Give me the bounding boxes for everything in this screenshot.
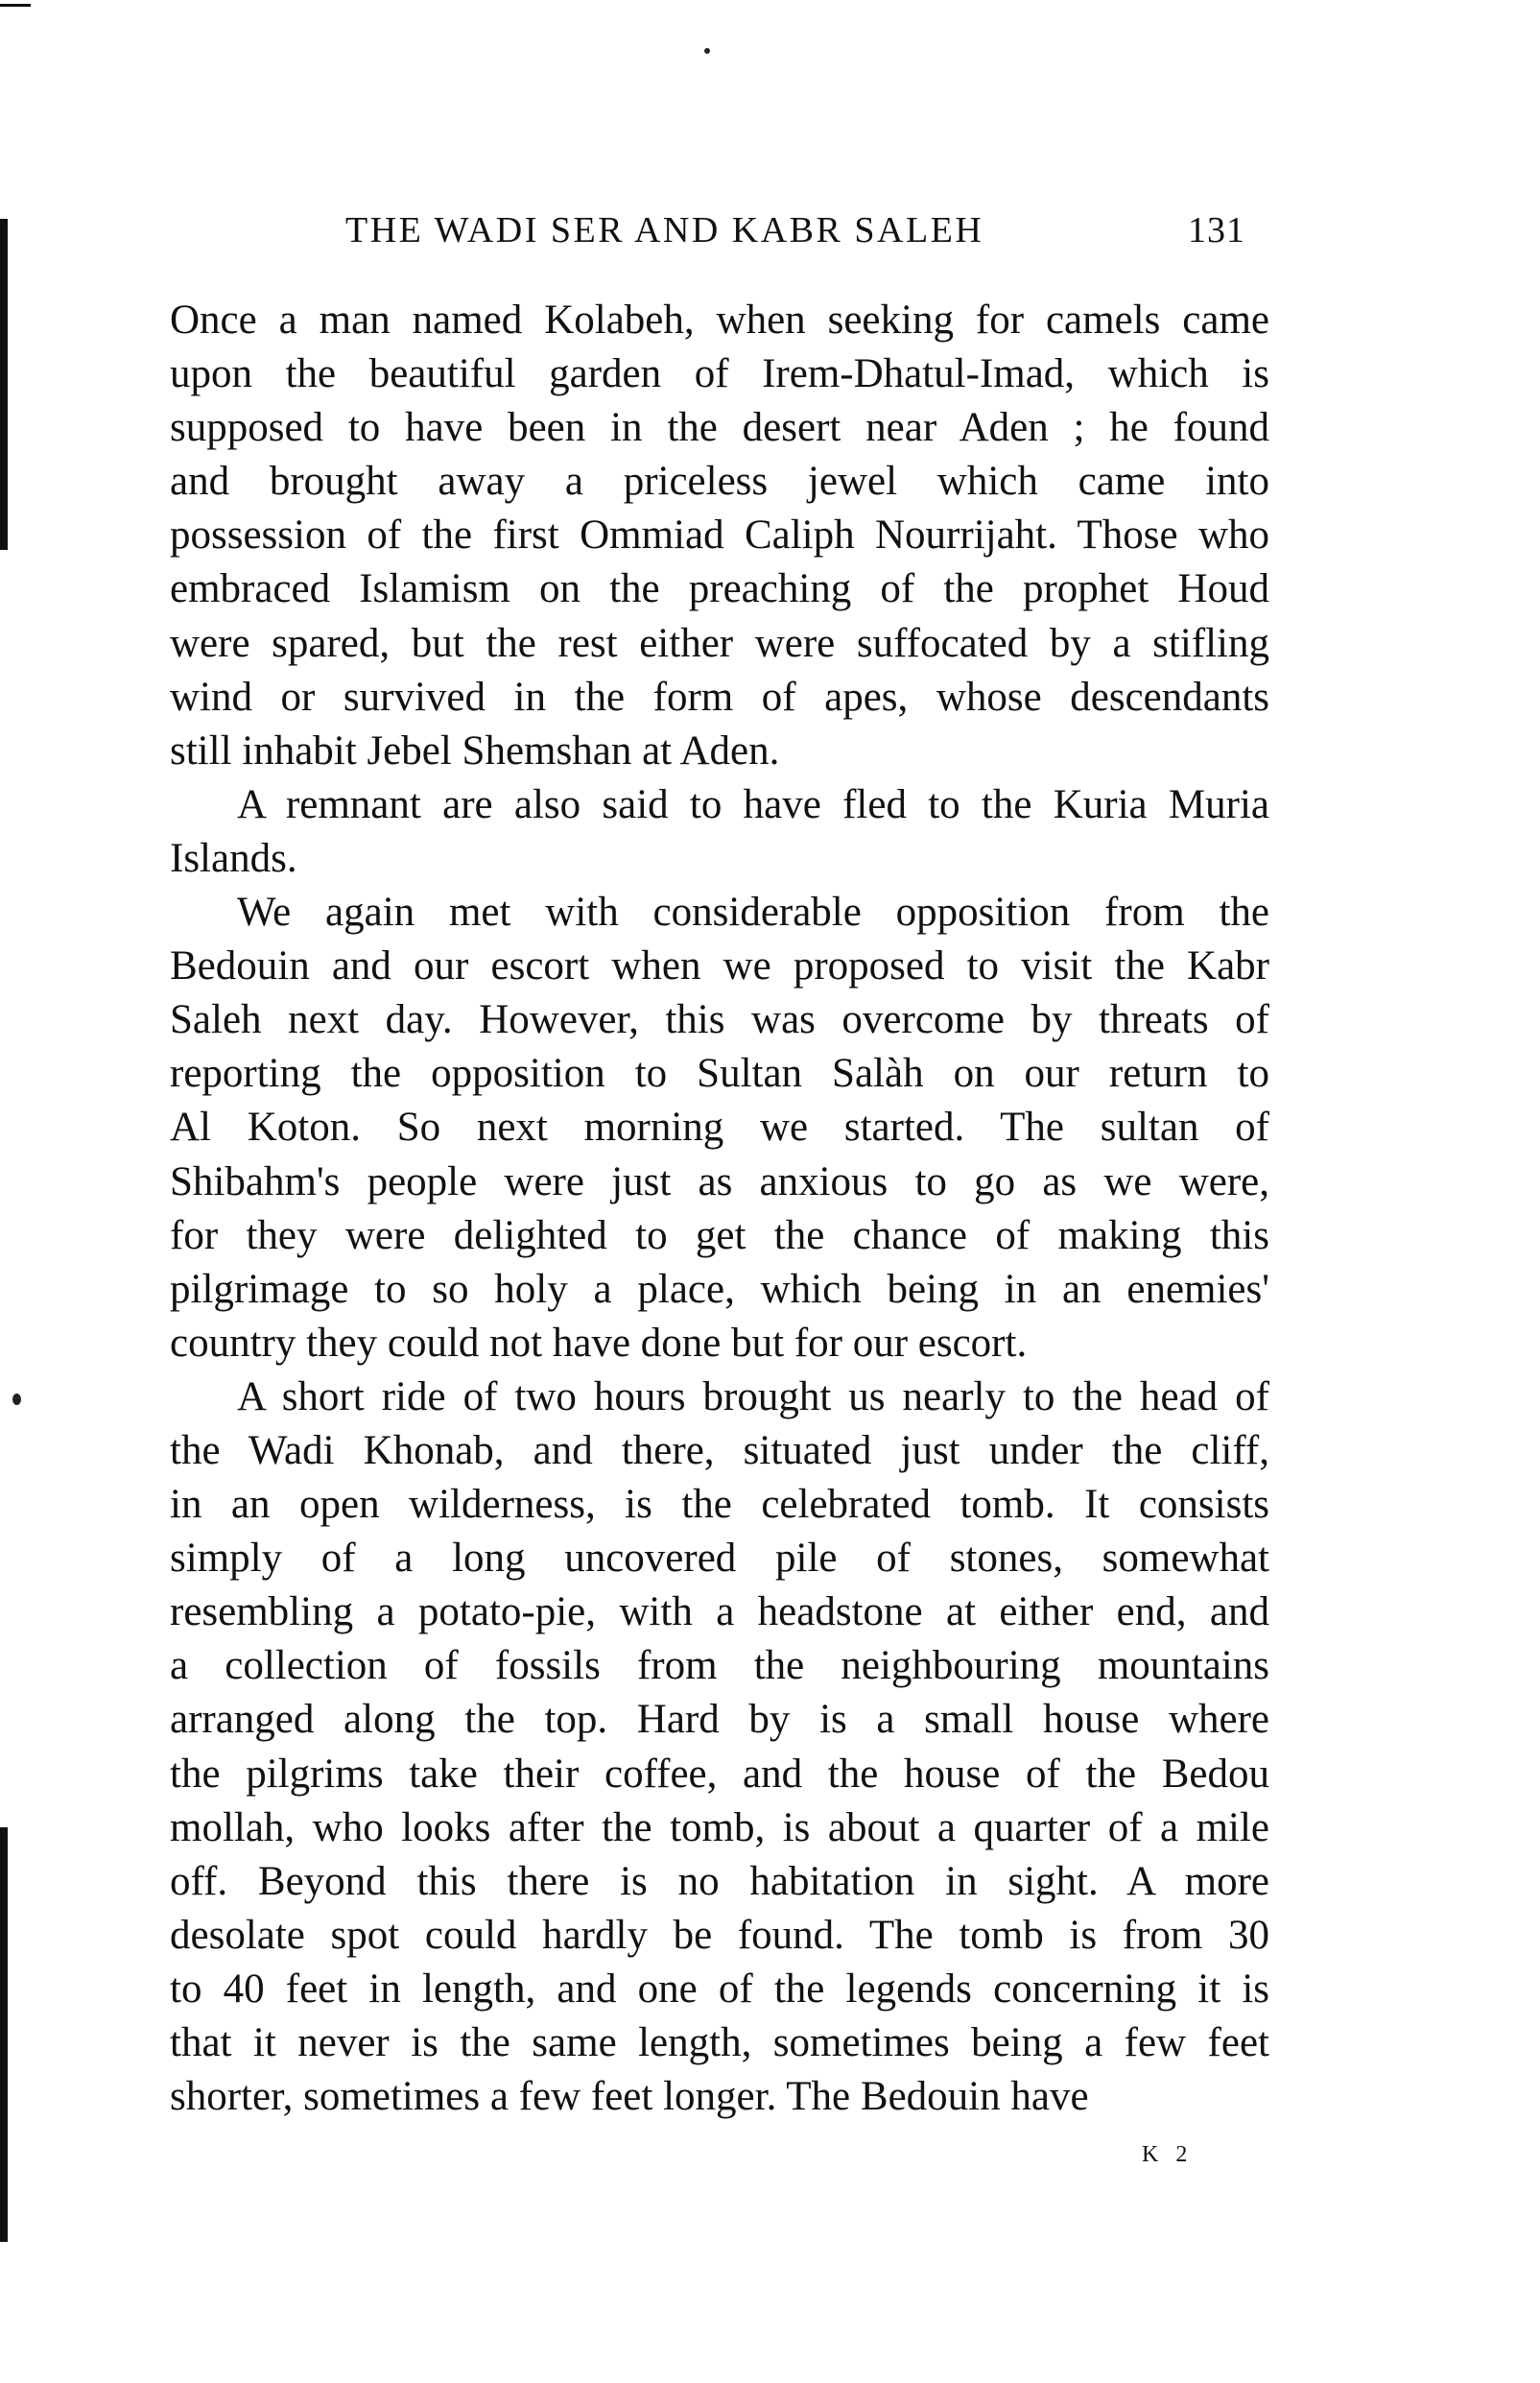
text-line: A remnant are also said to have fled to the Kuria Muria [237, 781, 1269, 827]
text-line: We again met with considerable opposition from the [237, 890, 1269, 936]
text-line: pilgrimage to so holy a place, which being in an enemies' [170, 1266, 1269, 1312]
text-line: upon the beautiful garden of Irem-Dhatul-Imad, which is [170, 351, 1269, 397]
text-line: arranged along the top. Hard by is a small house where [170, 1697, 1269, 1743]
text-line: country they could not have done but for our escort. [170, 1320, 1028, 1366]
text-line: shorter, sometimes a few feet longer. The Bedouin have [170, 2074, 1089, 2120]
text-line: resembling a potato-pie, with a headstone at either end, and [170, 1589, 1269, 1635]
text-line: and brought away a priceless jewel which came into [170, 459, 1269, 505]
text-line: desolate spot could hardly be found. The tomb is from 30 [170, 1912, 1269, 1958]
text-line: the Wadi Khonab, and there, situated just under the cliff, [170, 1427, 1269, 1473]
text-line: that it never is the same length, sometimes being a few feet [170, 2020, 1269, 2065]
text-line: Islands. [170, 835, 297, 881]
running-title: THE WADI SER AND KABR SALEH [345, 210, 984, 250]
text-line: Shibahm's people were just as anxious to go as we were, [170, 1158, 1269, 1204]
text-line: wind or survived in the form of apes, whose descendants [170, 674, 1269, 720]
text-line: supposed to have been in the desert near Aden ; he found [170, 405, 1269, 451]
paragraph [170, 294, 1269, 778]
scan-edge-mark [0, 219, 8, 550]
text-line: possession of the first Ommiad Caliph Nourrijaht. Those who [170, 512, 1269, 559]
text-line: Saleh next day. However, this was overcome by threats of [170, 997, 1269, 1043]
speck [704, 48, 710, 54]
text-line: Al Koton. So next morning we started. The sultan of [170, 1105, 1269, 1151]
paragraph [170, 778, 1269, 886]
scan-edge-mark [0, 1827, 8, 2242]
signature-mark: K 2 [1142, 2142, 1194, 2167]
text-line: Once a man named Kolabeh, when seeking for camels came [170, 298, 1269, 343]
text-line: a collection of fossils from the neighbouring mountains [170, 1643, 1269, 1689]
text-line: for they were delighted to get the chance of making this [170, 1212, 1269, 1258]
text-line: simply of a long uncovered pile of stones, somewhat [170, 1536, 1269, 1582]
text-line: Bedouin and our escort when we proposed to visit the Kabr [170, 943, 1269, 989]
text-line: were spared, but the rest either were suffocated by a stifling [170, 620, 1269, 666]
text-line: mollah, who looks after the tomb, is about a quarter of a mile [170, 1804, 1269, 1850]
page-number: 131 [1188, 210, 1245, 250]
text-line: in an open wilderness, is the celebrated tomb. It consists [170, 1482, 1269, 1528]
text-line: embraced Islamism on the preaching of the prophet Houd [170, 566, 1269, 612]
text-line: to 40 feet in length, and one of the legends concerning it is [170, 1966, 1269, 2012]
scan-edge-mark [0, 4, 31, 7]
paragraph [170, 1370, 1269, 2124]
speck [12, 1394, 21, 1405]
text-line: A short ride of two hours brought us nearly to the head of [237, 1373, 1269, 1419]
text-line: still inhabit Jebel Shemshan at Aden. [170, 727, 780, 774]
body-text [170, 294, 1269, 2124]
text-line: the pilgrims take their coffee, and the house of the Bedou [170, 1751, 1269, 1797]
text-line: reporting the opposition to Sultan Salàh on our return to [170, 1051, 1269, 1097]
text-line: off. Beyond this there is no habitation in sight. A more [170, 1858, 1269, 1904]
paragraph [170, 886, 1269, 1370]
